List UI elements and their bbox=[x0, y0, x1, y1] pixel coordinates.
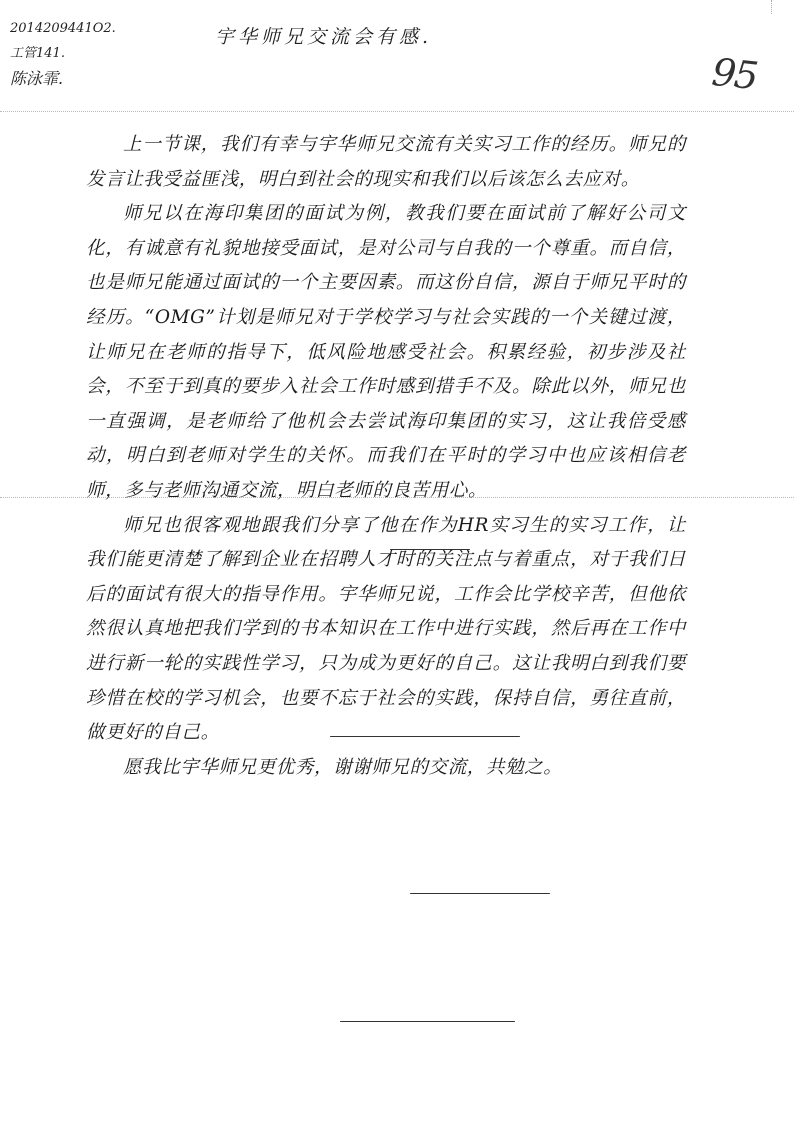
student-name: 陈泳霏. bbox=[10, 69, 64, 88]
essay-body bbox=[86, 128, 686, 785]
grade-score: 95 bbox=[709, 49, 759, 99]
scan-corner-mark bbox=[771, 0, 784, 14]
essay-title: 宇华师兄交流会有感. bbox=[215, 26, 433, 48]
underline-mark bbox=[330, 736, 520, 737]
student-id: 2014209441O2. bbox=[10, 21, 116, 36]
paragraph-1: 上一节课，我们有幸与宇华师兄交流有关实习工作的经历。师兄的发言让我受益匪浅，明白到社会的现实和我们以后该怎么去应对。 bbox=[86, 134, 686, 190]
paragraph-3: 师兄也很客观地跟我们分享了他在作为HR实习生的实习工作，让我们能更清楚了解到企业在招聘人才时的关注点与着重点，对于我们日后的面试有很大的指导作用。宇华师兄说，工作会比学校辛苦，但他依然很认真地把我们学到的书本知识在工作中进行实践，然后再在工作中进行新一轮的实践性学习，只为成为更好的自己。这让我明白到我们要珍惜在校的学习机会，也要不忘于社会的实践，保持自信，勇往直前，做更好的自己。 bbox=[86, 514, 686, 744]
underline-mark bbox=[340, 1021, 515, 1022]
paragraph-4: 愿我比宇华师兄更优秀，谢谢师兄的交流，共勉之。 bbox=[123, 756, 563, 778]
underline-mark bbox=[390, 549, 470, 550]
class-name: 工管141. bbox=[10, 46, 65, 61]
underline-mark bbox=[410, 893, 550, 894]
student-info bbox=[10, 16, 116, 91]
paragraph-2: 师兄以在海印集团的面试为例，教我们要在面试前了解好公司文化，有诚意有礼貌地接受面试，是对公司与自我的一个尊重。而自信，也是师兄能通过面试的一个主要因素。而这份自信，源自于师兄平时的经历。“OMG”计划是师兄对于学校学习与社会实践的一个关键过渡，让师兄在老师的指导下，低风险地感受社会。积累经验，初步涉及社会，不至于到真的要步入社会工作时感到措手不及。除此以外，师兄也一直强调，是老师给了他机会去尝试海印集团的实习，这让我倍受感动，明白到老师对学生的关怀。而我们在平时的学习中也应该相信老师，多与老师沟通交流，明白老师的良苦用心。 bbox=[86, 203, 686, 501]
scan-fold-line-top bbox=[0, 111, 794, 112]
